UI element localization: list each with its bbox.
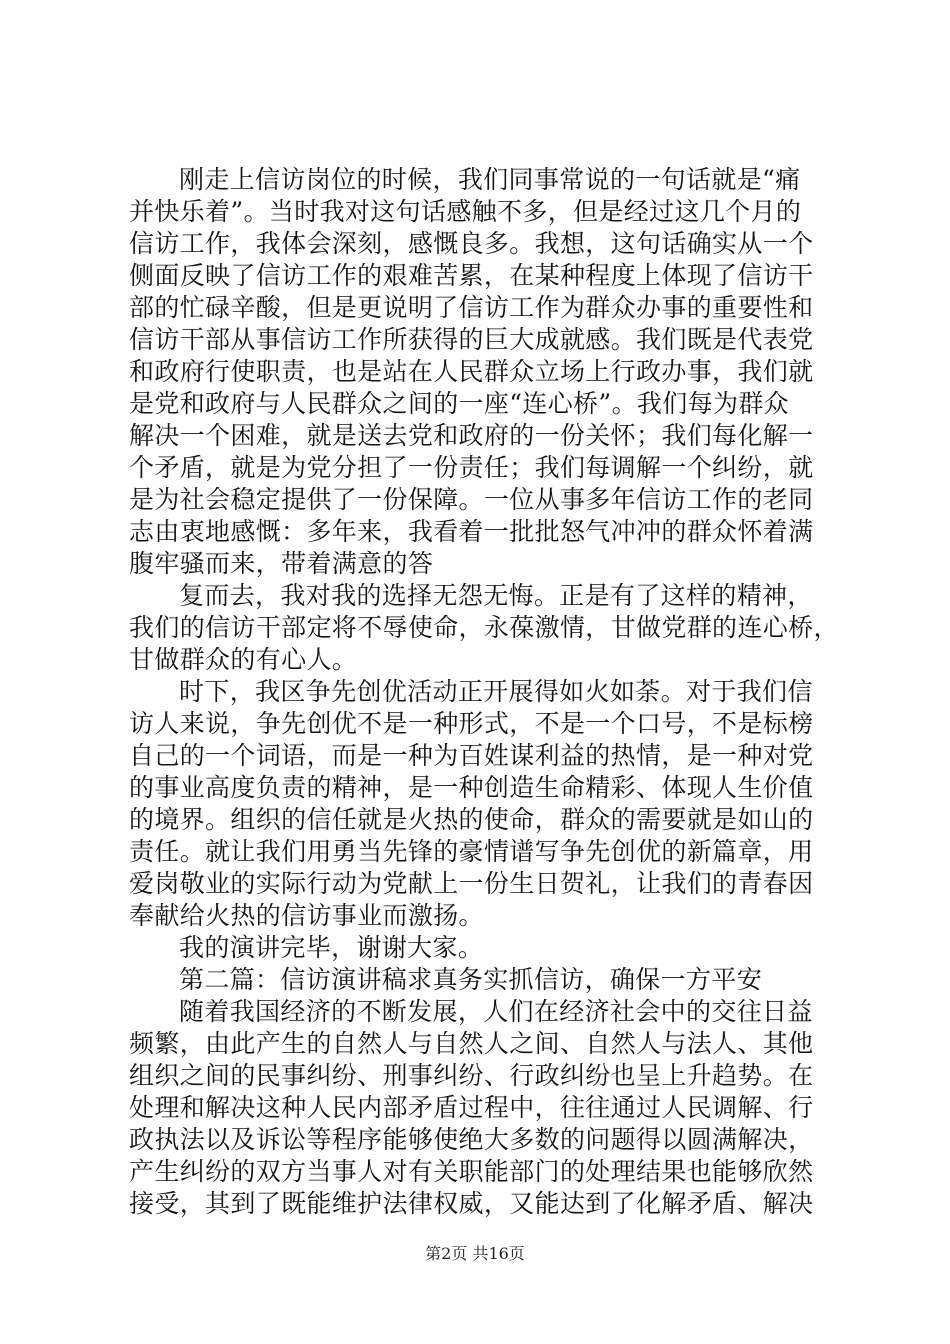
text-line: 第二篇：信访演讲稿求真务实抓信访，确保一方平安 xyxy=(179,965,763,994)
text-line: 并快乐着”。当时我对这句话感触不多，但是经过这几个月的 xyxy=(129,197,802,226)
text-line: 解决一个困难，就是送去党和政府的一份关怀；我们每化解一 xyxy=(129,421,814,450)
text-line: 自己的一个词语，而是一种为百姓谋利益的热情，是一种对党 xyxy=(129,741,814,770)
page-number-footer: 第2页 共16页 xyxy=(425,1244,525,1263)
text-line: 的事业高度负责的精神，是一种创造生命精彩、体现人生价值 xyxy=(129,773,814,802)
text-line: 信访干部从事信访工作所获得的巨大成就感。我们既是代表党 xyxy=(129,325,814,354)
text-line: 我们的信访干部定将不辱使命，永葆激情，甘做党群的连心桥， xyxy=(129,613,839,642)
text-line: 政执法以及诉讼等程序能够使绝大多数的问题得以圆满解决， xyxy=(129,1125,814,1154)
text-line: 部的忙碌辛酸，但是更说明了信访工作为群众办事的重要性和 xyxy=(129,293,814,322)
text-line: 产生纠纷的双方当事人对有关职能部门的处理结果也能够欣然 xyxy=(129,1157,814,1186)
text-line: 侧面反映了信访工作的艰难苦累，在某种程度上体现了信访干 xyxy=(129,261,814,290)
text-line: 刚走上信访岗位的时候，我们同事常说的一句话就是“痛 xyxy=(179,165,801,194)
text-line: 腹牢骚而来，带着满意的答 xyxy=(129,549,434,578)
text-line: 志由衷地感慨：多年来，我看着一批批怒气冲冲的群众怀着满 xyxy=(129,517,814,546)
text-line: 接受，其到了既能维护法律权威，又能达到了化解矛盾、解决 xyxy=(129,1189,814,1218)
text-line: 爱岗敬业的实际行动为党献上一份生日贺礼，让我们的青春因 xyxy=(129,869,814,898)
text-line: 是为社会稳定提供了一份保障。一位从事多年信访工作的老同 xyxy=(129,485,814,514)
text-line: 甘做群众的有心人。 xyxy=(129,645,358,674)
text-line: 处理和解决这种人民内部矛盾过程中，往往通过人民调解、行 xyxy=(129,1093,814,1122)
text-line: 时下，我区争先创优活动正开展得如火如荼。对于我们信 xyxy=(179,677,813,706)
text-line: 责任。就让我们用勇当先锋的豪情谱写争先创优的新篇章，用 xyxy=(129,837,814,866)
text-line: 和政府行使职责，也是站在人民群众立场上行政办事，我们就 xyxy=(129,357,814,386)
text-line: 信访工作，我体会深刻，感慨良多。我想，这句话确实从一个 xyxy=(129,229,814,258)
text-line: 复而去，我对我的选择无怨无悔。正是有了这样的精神， xyxy=(179,581,813,610)
text-line: 是党和政府与人民群众之间的一座“连心桥”。我们每为群众 xyxy=(129,389,790,418)
text-line: 个矛盾，就是为党分担了一份责任；我们每调解一个纠纷，就 xyxy=(129,453,814,482)
text-line: 频繁，由此产生的自然人与自然人之间、自然人与法人、其他 xyxy=(129,1029,814,1058)
text-line: 访人来说，争先创优不是一种形式，不是一个口号，不是标榜 xyxy=(129,709,814,738)
text-line: 随着我国经济的不断发展，人们在经济社会中的交往日益 xyxy=(179,997,813,1026)
text-line: 我的演讲完毕，谢谢大家。 xyxy=(179,933,484,962)
text-line: 组织之间的民事纠纷、刑事纠纷、行政纠纷也呈上升趋势。在 xyxy=(129,1061,814,1090)
text-line: 的境界。组织的信任就是火热的使命，群众的需要就是如山的 xyxy=(129,805,814,834)
body-text xyxy=(129,164,839,1220)
text-line: 奉献给火热的信访事业而激扬。 xyxy=(129,901,484,930)
